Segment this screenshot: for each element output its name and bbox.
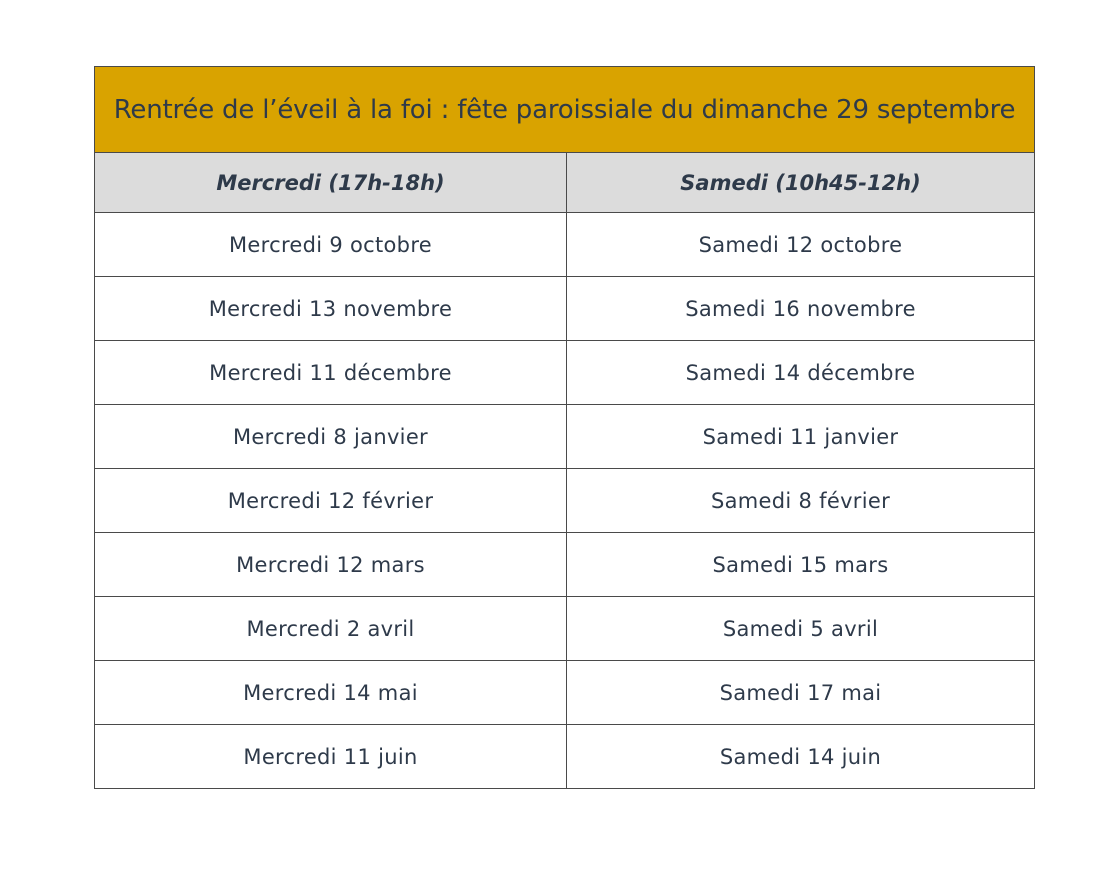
saturday-date-cell: Samedi 5 avril bbox=[567, 597, 1035, 661]
wednesday-date-cell: Mercredi 8 janvier bbox=[95, 405, 567, 469]
table-row bbox=[95, 661, 1035, 725]
table-row bbox=[95, 341, 1035, 405]
saturday-date-cell: Samedi 14 juin bbox=[567, 725, 1035, 789]
saturday-date-cell: Samedi 14 décembre bbox=[567, 341, 1035, 405]
saturday-date-cell: Samedi 12 octobre bbox=[567, 213, 1035, 277]
title-row bbox=[95, 67, 1035, 153]
table-row bbox=[95, 597, 1035, 661]
wednesday-date-cell: Mercredi 11 juin bbox=[95, 725, 567, 789]
table-row bbox=[95, 277, 1035, 341]
wednesday-date-cell: Mercredi 2 avril bbox=[95, 597, 567, 661]
table-row bbox=[95, 405, 1035, 469]
table-row bbox=[95, 213, 1035, 277]
wednesday-date-cell: Mercredi 11 décembre bbox=[95, 341, 567, 405]
column-header-saturday: Samedi (10h45-12h) bbox=[567, 153, 1035, 213]
schedule-title: Rentrée de l’éveil à la foi : fête paroissiale du dimanche 29 septembre bbox=[95, 67, 1035, 153]
saturday-date-cell: Samedi 16 novembre bbox=[567, 277, 1035, 341]
schedule-table bbox=[94, 66, 1035, 789]
column-header-wednesday: Mercredi (17h-18h) bbox=[95, 153, 567, 213]
table-row bbox=[95, 725, 1035, 789]
wednesday-date-cell: Mercredi 14 mai bbox=[95, 661, 567, 725]
saturday-date-cell: Samedi 15 mars bbox=[567, 533, 1035, 597]
wednesday-date-cell: Mercredi 12 février bbox=[95, 469, 567, 533]
column-header-row bbox=[95, 153, 1035, 213]
wednesday-date-cell: Mercredi 9 octobre bbox=[95, 213, 567, 277]
saturday-date-cell: Samedi 11 janvier bbox=[567, 405, 1035, 469]
table-row bbox=[95, 533, 1035, 597]
table-row bbox=[95, 469, 1035, 533]
saturday-date-cell: Samedi 8 février bbox=[567, 469, 1035, 533]
saturday-date-cell: Samedi 17 mai bbox=[567, 661, 1035, 725]
wednesday-date-cell: Mercredi 12 mars bbox=[95, 533, 567, 597]
wednesday-date-cell: Mercredi 13 novembre bbox=[95, 277, 567, 341]
